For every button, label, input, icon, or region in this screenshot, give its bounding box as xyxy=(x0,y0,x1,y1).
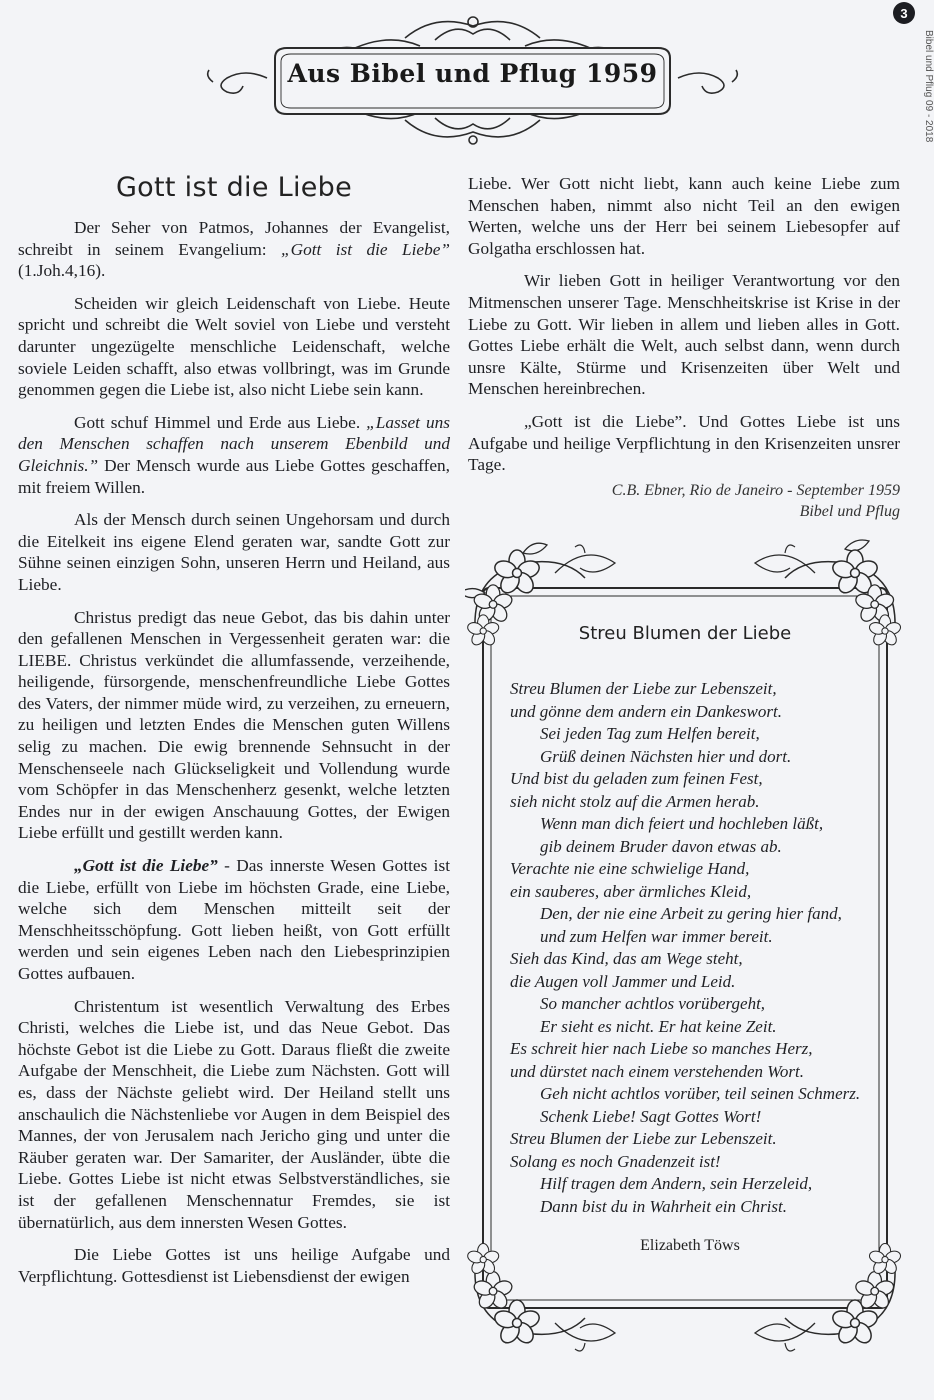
article-paragraph: Als der Mensch durch seinen Ungehorsam und durch die Eitelkeit ins eigene Elend geraten war, sandte Gott zur Sühne seinen einzigen Sohn, unseren Herrn und Heiland, aus Liebe. xyxy=(18,510,450,594)
poem-line: Sei jeden Tag zum Helfen bereit, xyxy=(540,724,760,743)
poem-line: ein sauberes, aber ärmliches Kleid, xyxy=(510,881,752,901)
article-signature-source: Bibel und Pflug xyxy=(799,502,900,520)
header-banner xyxy=(205,8,740,153)
poem-line: Streu Blumen der Liebe zur Lebenszeit, xyxy=(510,679,777,698)
article-right-column xyxy=(468,173,900,522)
poem-line: und dürstet nach einem verstehenden Wort. xyxy=(510,1061,804,1081)
poem-author: Elizabeth Töws xyxy=(640,1237,740,1254)
article-paragraph: Christus predigt das neue Gebot, das bis dahin unter den gefallenen Menschen in Vergessenheit geraten war: die LIEBE. Christus verkündet die allumfassende, verzeihende, heiligende, fürsorgende, menschenfreundliche Liebe Gottes des Vaters, der nimmer müde wird, zu verzeihen, zu erneuern, zu heiligen und letzten Endes die Menschen guten Willens selig zu machen. Die ewig brennende Sehnsucht in der Menschenseele nach Glückseligkeit und Vollendung wurde vom Schöpfer in das Menschenherz gesenkt, welche letzten Endes nur in der ewigen Anschauung Gottes, der Ewigen Liebe erfüllt und gestillt werden kann. xyxy=(18,607,450,843)
article-paragraph: „Gott ist die Liebe”. Und Gottes Liebe ist uns Aufgabe und heilige Verpflichtung in den Krisenzeiten unsrer Tage. xyxy=(468,411,900,475)
poem-line: die Augen voll Jammer und Leid. xyxy=(510,971,736,991)
poem-line: Schenk Liebe! Sagt Gottes Wort! xyxy=(540,1106,762,1126)
side-note: Bibel und Pflug 09 - 2018 xyxy=(923,30,934,143)
article-paragraph: Die Liebe Gottes ist uns heilige Aufgabe und Verpflichtung. Gottesdienst ist Liebensdienst der ewigen xyxy=(18,1245,450,1286)
poem-line: Geh nicht achtlos vorüber, teil seinen Schmerz. xyxy=(540,1084,861,1103)
poem-line: Verachte nie eine schwielige Hand, xyxy=(510,859,750,878)
poem-line: Hilf tragen dem Andern, sein Herzeleid, xyxy=(540,1174,813,1193)
article-paragraph: „Gott ist die Liebe” - Das innerste Wesen Gottes ist die Liebe, erfüllt von Liebe im höchsten Grade, eine Liebe, welche sich dem Menschen mitteilt seit der Menschheitsschöpfung. Gott lieben heißt, von Gott erfüllt werden und sein eigenes Leben nach den Liebesprinzipien Gottes aufbauen. xyxy=(18,856,450,983)
poem-line: So mancher achtlos vorübergeht, xyxy=(540,994,766,1013)
poem-line: Solang es noch Gnadenzeit ist! xyxy=(510,1151,721,1171)
poem-line: Streu Blumen der Liebe zur Lebenszeit. xyxy=(510,1129,777,1148)
poem-text xyxy=(510,678,900,1218)
article-paragraph: Gott schuf Himmel und Erde aus Liebe. „Lasset uns den Menschen schaffen nach unserem Ebenbild und Gleichnis.” Der Mensch wurde aus Liebe Gottes geschaffen, mit freiem Willen. xyxy=(18,412,450,497)
article-paragraph: Liebe. Wer Gott nicht liebt, kann auch keine Liebe zum Menschen haben, nimmt also nicht Teil an den ewigen Werten, welche uns der Herr bei seinem Liebesopfer auf Golgatha erschlossen hat. xyxy=(468,174,900,258)
article-paragraph: Der Seher von Patmos, Johannes der Evangelist, schreibt in seinem Evangelium: „Gott ist die Liebe” (1.Joh.4,16). xyxy=(18,218,450,281)
poem-line: und zum Helfen war immer bereit. xyxy=(540,926,773,946)
article-paragraph: Christentum ist wesentlich Verwaltung des Erbes Christi, welches die Liebe ist, und das Neue Gebot. Das höchste Gebot ist die Liebe zu Gott. Daraus fließt die zweite Aufgabe der Menschheit, die Liebe zum Nächsten. Gott will es, dass der Nächste geliebt wird. Der Heiland stellt uns anschaulich die Nächstenliebe vor Augen in dem Beispiel des Mannes, der von Jerusalem nach Jericho ging und unter die Räuber geraten war. Der Samariter, der Ausländer, übte die Liebe. Gottes Liebe ist nicht etwas Selbstverständliches, sie ist der gefallenen Menschennatur Fremdes, sie ist übernatürlich, aus dem innersten Wesen Gottes. xyxy=(18,996,450,1232)
poem-line: Es schreit hier nach Liebe so manches Herz, xyxy=(510,1039,813,1058)
article-title: Gott ist die Liebe xyxy=(115,172,353,203)
poem-line: Er sieht es nicht. Er hat keine Zeit. xyxy=(540,1016,777,1036)
poem-line: sieh nicht stolz auf die Armen herab. xyxy=(510,791,760,811)
poem-line: Dann bist du in Wahrheit ein Christ. xyxy=(540,1196,787,1216)
poem-line: Wenn man dich feiert und hochleben läßt, xyxy=(540,814,824,833)
poem-line: Und bist du geladen zum feinen Fest, xyxy=(510,769,763,788)
poem-line: und gönne dem andern ein Dankeswort. xyxy=(510,701,782,721)
poem-line: Grüß deinen Nächsten hier und dort. xyxy=(540,746,792,766)
page-number-badge: 3 xyxy=(893,2,915,24)
header-title: Aus Bibel und Pflug 1959 xyxy=(287,59,658,88)
poem-title: Streu Blumen der Liebe xyxy=(578,623,792,644)
article-paragraph: Wir lieben Gott in heiliger Verantwortung vor den Mitmenschen unserer Tage. Menschheitskrise ist Krise in der Liebe zu Gott. Wir lieben in allem und lieben alles in Gott. Gottes Liebe erhält die Welt, auch selbst dann, wenn durch unsre Kälte, Stürme und Krisenzeiten über Welt und Menschen hereinbrechen. xyxy=(468,271,900,399)
poem-line: gib deinem Bruder davon etwas ab. xyxy=(540,836,782,856)
poem-box xyxy=(465,533,905,1363)
article-signature-author: C.B. Ebner, Rio de Janeiro - September 1959 xyxy=(611,481,900,499)
article-paragraph: Scheiden wir gleich Leidenschaft von Liebe. Heute spricht und schreibt die Welt soviel von Liebe und versteht darunter ungezügelte menschliche Leidenschaft, welche soviele Leiden schafft, also etwas vollbringt, was im Grunde genommen gegen die Liebe ist, also nicht Liebe sein kann. xyxy=(18,293,450,400)
article-left-column xyxy=(18,217,450,1298)
poem-line: Sieh das Kind, das am Wege steht, xyxy=(510,949,743,968)
poem-line: Den, der nie eine Arbeit zu gering hier fand, xyxy=(540,904,842,923)
